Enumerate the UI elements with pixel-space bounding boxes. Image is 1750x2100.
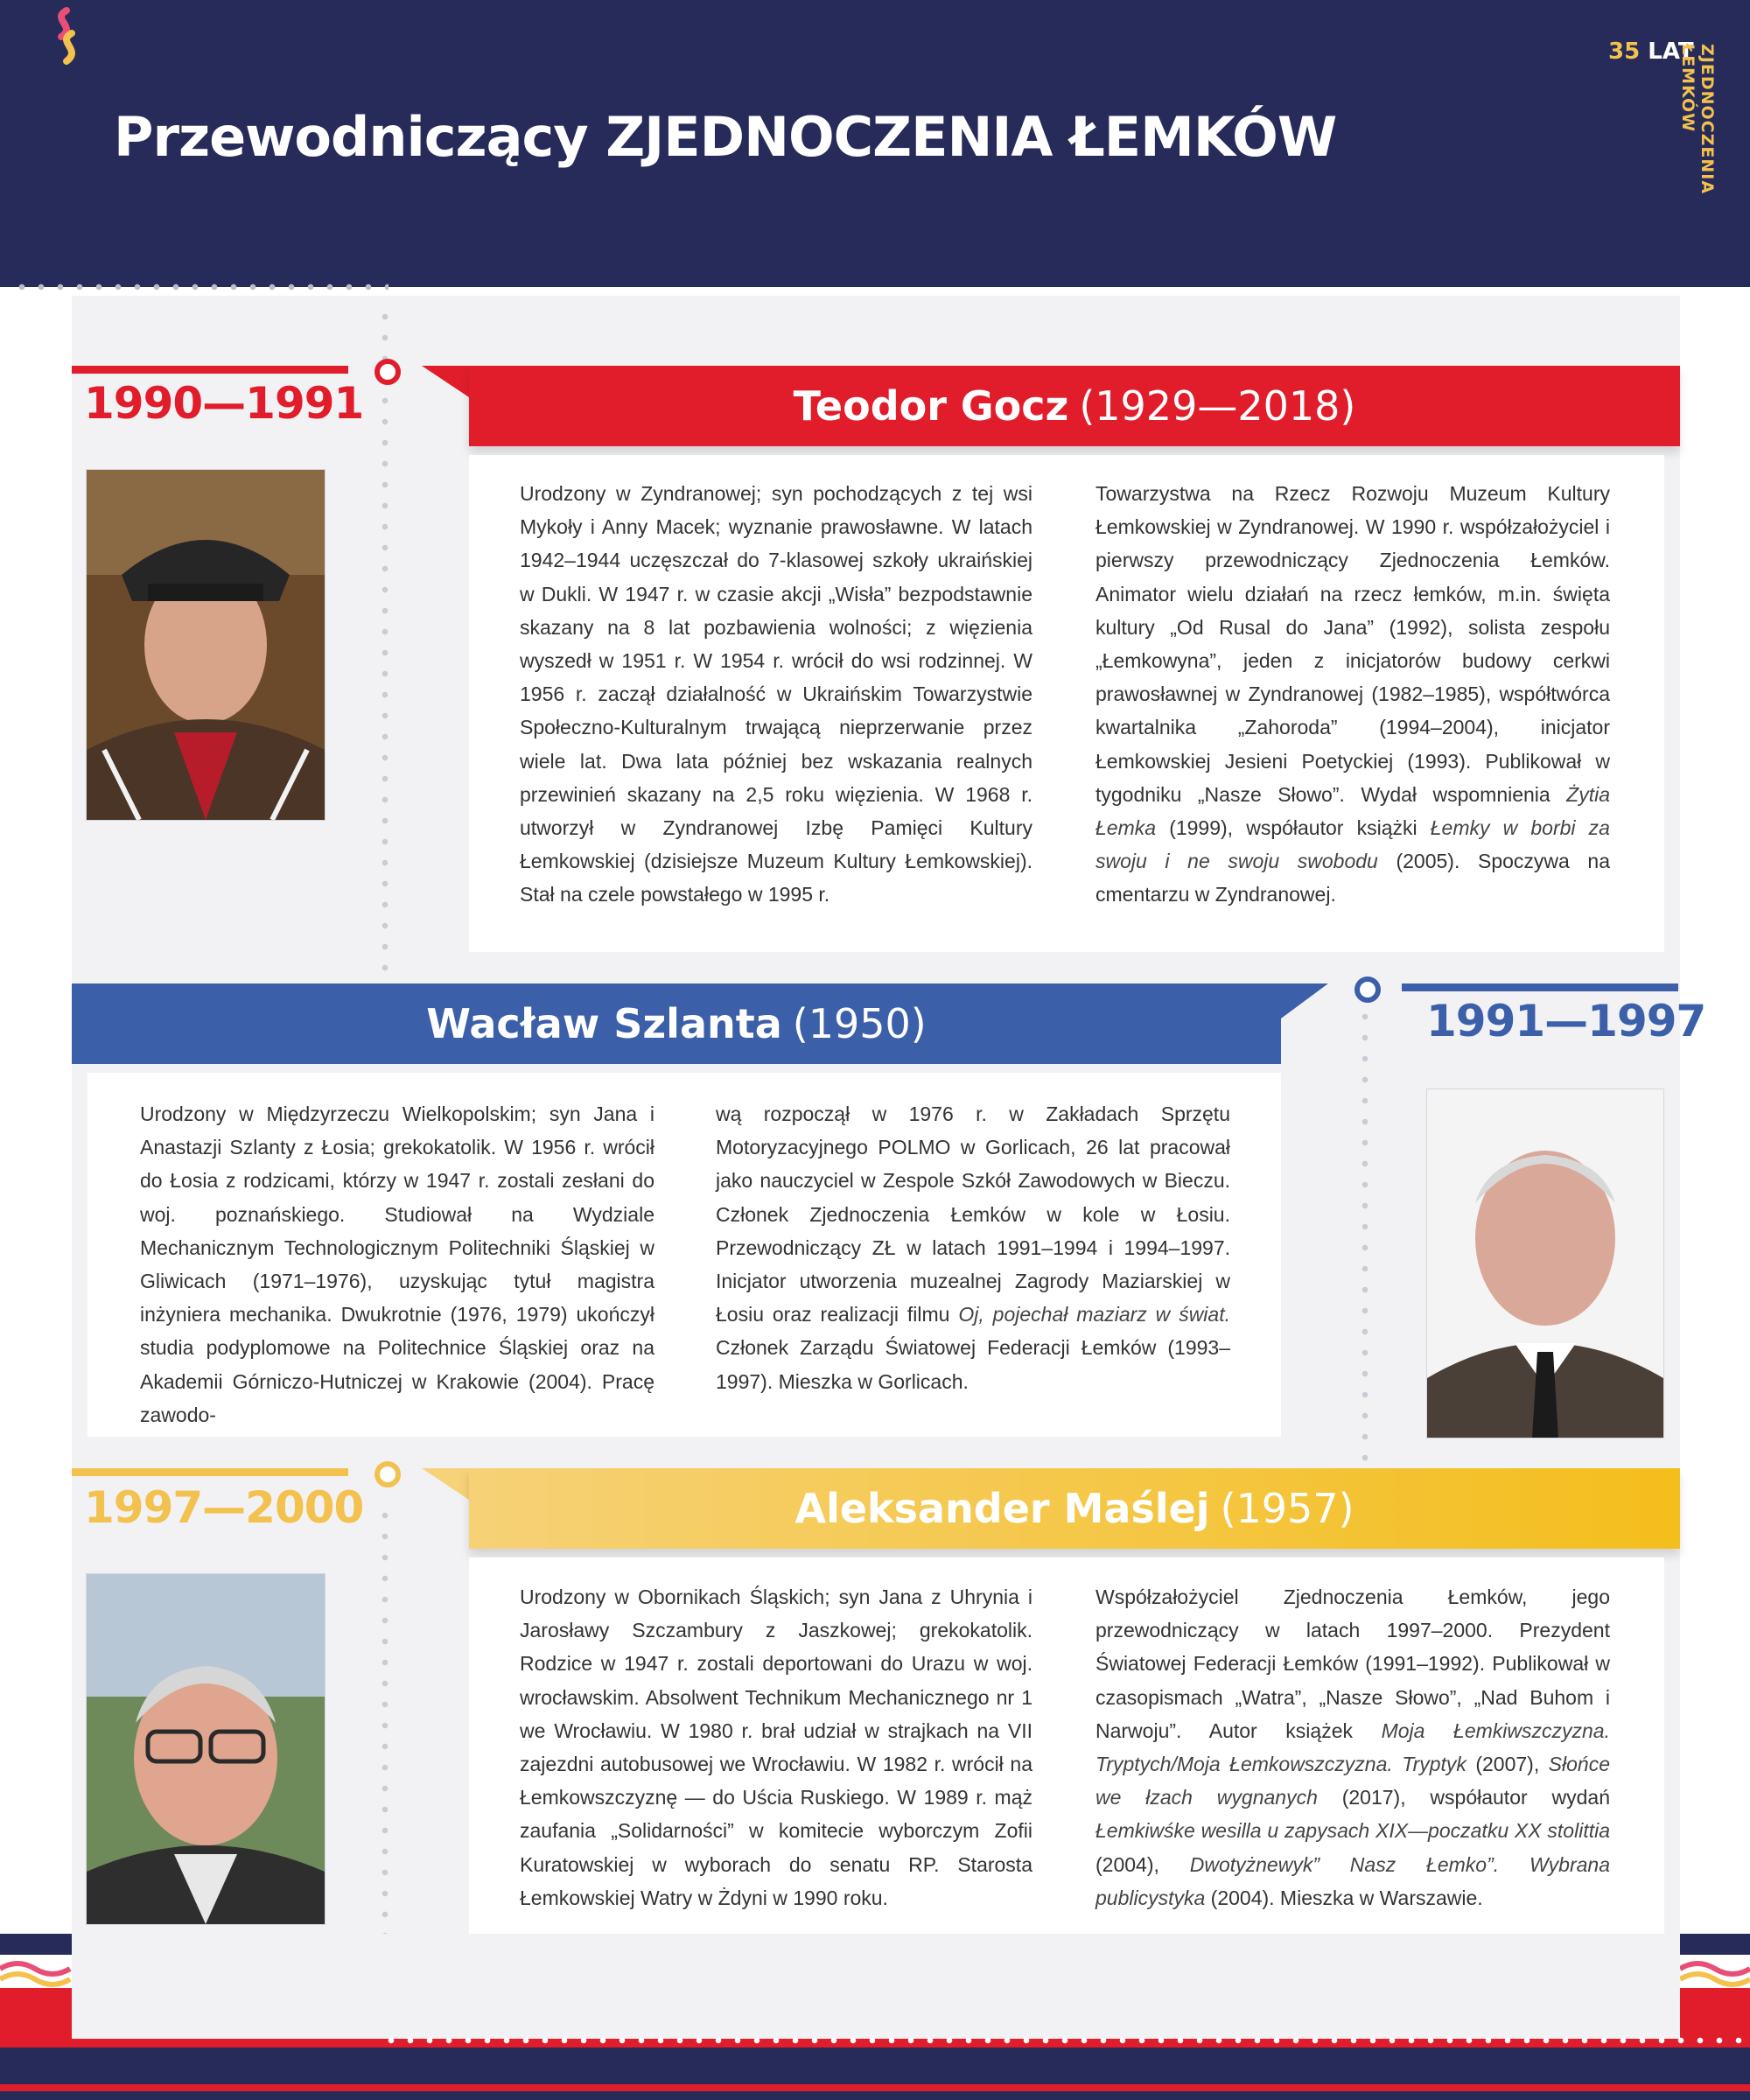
page-number: 35 LAT <box>1608 38 1694 65</box>
bio-column-1: Urodzony w Międzyrzeczu Wielkopolskim; syn Jana i Anastazji Szlanty z Łosia; grekokatolik. W 1956 r. wrócił do Łosia z rodzicami, którzy w 1947 r. zostali zesłani do woj. poznańskiego. Studiował na Wydziale Mechanicznym Technologicznym Politechniki Śląskiej w Gliwicach (1971–1976), uzyskując tytuł magistra inżyniera mechanika. Dwukrotnie (1976, 1979) ukończył studia podyplomowe na Politechnice Śląskiej oraz na Akademii Górniczo-Hutniczej w Krakowie (2004). Pracę zawodo- <box>140 1102 654 1426</box>
bio-column-1: Urodzony w Zyndranowej; syn pochodzących z tej wsi Mykoły i Anny Macek; wyznanie prawosławne. W latach 1942–1944 uczęszczał do 7-klasowej szkoły ukraińskiej w Dukli. W 1947 r. w czasie akcji „Wisła” bezpodstawnie skazany na 8 lat pozbawienia wolności; z więzienia wyszedł w 1951 r. W 1954 r. wrócił do wsi rodzinnej. W 1956 r. zaczął działalność w Ukraińskim Towarzystwie Społeczno-Kulturalnym trwającą nieprzerwanie przez wiele lat. Dwa lata później bez wskazania realnych przewinień skazany na 2,5 roku więzienia. W 1968 r. utworzył w Zyndranowej Izbę Pamięci Kultury Łemkowskiej (dzisiejsze Muzeum Kultury Łemkowskiej). Stał na czele powstałego w 1995 r. <box>520 482 1032 906</box>
header-dots <box>12 284 388 290</box>
year-stripe <box>1402 984 1678 991</box>
bio-column-1: Urodzony w Obornikach Śląskich; syn Jana z Uhrynia i Jarosławy Szczambury z Jaszkowej; grekokatolik. Rodzice w 1947 r. zostali deportowani do Urazu w woj. wrocławskim. Absolwent Technikum Mechanicznego nr 1 we Wrocławiu. W 1980 r. brał udział w strajkach na VII zajezdni autobusowej we Wrocławiu. W 1982 r. wrócił na Łemkowszczyznę — do Uścia Ruskiego. W 1989 r. mąż zaufania „Solidarności” w komitecie wyborczym Zofii Kuratowskiej w wyborach do senatu RP. Starosta Łemkowskiej Watry w Żdyni w 1990 roku. <box>520 1586 1032 1909</box>
bio-column-2: Towarzystwa na Rzecz Rozwoju Muzeum Kultury Łemkowskiej w Zyndranowej. W 1990 r. współzałożyciel i pierwszy przewodniczący Zjednoczenia Łemków. Animator wielu działań na rzecz łemków, m.in. święta kultury „Od Rusal do Jana” (1992), solista zespołu „Łemkowyna”, jeden z inicjatorów budowy cerkwi prawosławnej w Zyndranowej (1982–1985), współtwórca kwartalnika „Zahoroda” (1994–2004), inicjator Łemkowskiej Jesieni Poetyckiej (1993). Publikował w tygodniku „Nasze Słowo”. Wydał wspomnienia Żytia Łemka (1999), współautor książki Łemky w borbi za swoju i ne swoju swobodu (2005). Spoczywa na cmentarzu w Zyndranowej. <box>1096 482 1611 906</box>
timeline-marker <box>1354 976 1381 1003</box>
life-dates: (1957) <box>1220 1485 1354 1532</box>
page-title: Przewodniczący ZJEDNOCZENIA ŁEMKÓW <box>114 105 1337 169</box>
name-banner <box>469 1468 1680 1549</box>
logo-icon <box>42 7 94 68</box>
portrait-photo <box>86 469 326 821</box>
year-stripe <box>72 366 348 374</box>
year-range: 1990—1991 <box>84 378 364 429</box>
life-dates: (1950) <box>792 1000 927 1047</box>
footer-ornament <box>0 1934 1750 2100</box>
timeline-line <box>1362 1006 1368 1470</box>
timeline-marker <box>374 359 401 385</box>
bio-column-2: Współzałożyciel Zjednoczenia Łemków, jego przewodniczący w latach 1997–2000. Prezydent Światowej Federacji Łemków (1991–1992). Publikował w czasopismach „Watra”, „Nasze Słowo”, „Nad Buhom i Narwoju”. Autor książek Moja Łemkiwszczyzna. Tryptych/Moja Łemkowszczyzna. Tryptyk (2007), Słońce we łzach wygnanych (2017), współautor wydań Łemkiwśke wesilla u zapysach XIX—poczatku XX stolittia (2004), Dwotyżnewyk” Nasz Łemko”. Wybrana publicystyka (2004). Mieszka w Warszawie. <box>1096 1586 1610 1909</box>
timeline-line <box>382 306 388 971</box>
side-running-title: ZJEDNOCZENIA ŁEMKÓW <box>1678 44 1717 195</box>
name-banner <box>72 984 1281 1064</box>
life-dates: (1929—2018) <box>1079 382 1356 430</box>
person-name: Teodor Gocz <box>793 382 1069 430</box>
year-range: 1997—2000 <box>84 1482 364 1533</box>
footer-dots <box>382 2037 1750 2044</box>
timeline-line <box>382 1505 388 1995</box>
name-banner <box>469 366 1680 446</box>
portrait-photo <box>1426 1088 1664 1438</box>
timeline-marker <box>374 1461 401 1488</box>
year-range: 1991—1997 <box>1426 996 1706 1046</box>
person-name: Wacław Szlanta <box>426 1000 782 1047</box>
person-name: Aleksander Maślej <box>794 1485 1210 1532</box>
bio-column-2: wą rozpoczął w 1976 r. w Zakładach Sprzętu Motoryzacyjnego POLMO w Gorlicach, 26 lat pracował jako nauczyciel w Zespole Szkół Zawodowych w Bieczu. Członek Zjednoczenia Łemków w kole w Łosiu. Przewodniczący ZŁ w latach 1991–1994 i 1994–1997. Inicjator utworzenia muzealnej Zagrody Maziarskiej w Łosiu oraz realizacji filmu Oj, pojechał maziarz w świat. Członek Zarządu Światowej Federacji Łemków (1993–1997). Mieszka w Gorlicach. <box>716 1102 1230 1393</box>
portrait-photo <box>86 1573 326 1925</box>
year-stripe <box>72 1468 348 1476</box>
